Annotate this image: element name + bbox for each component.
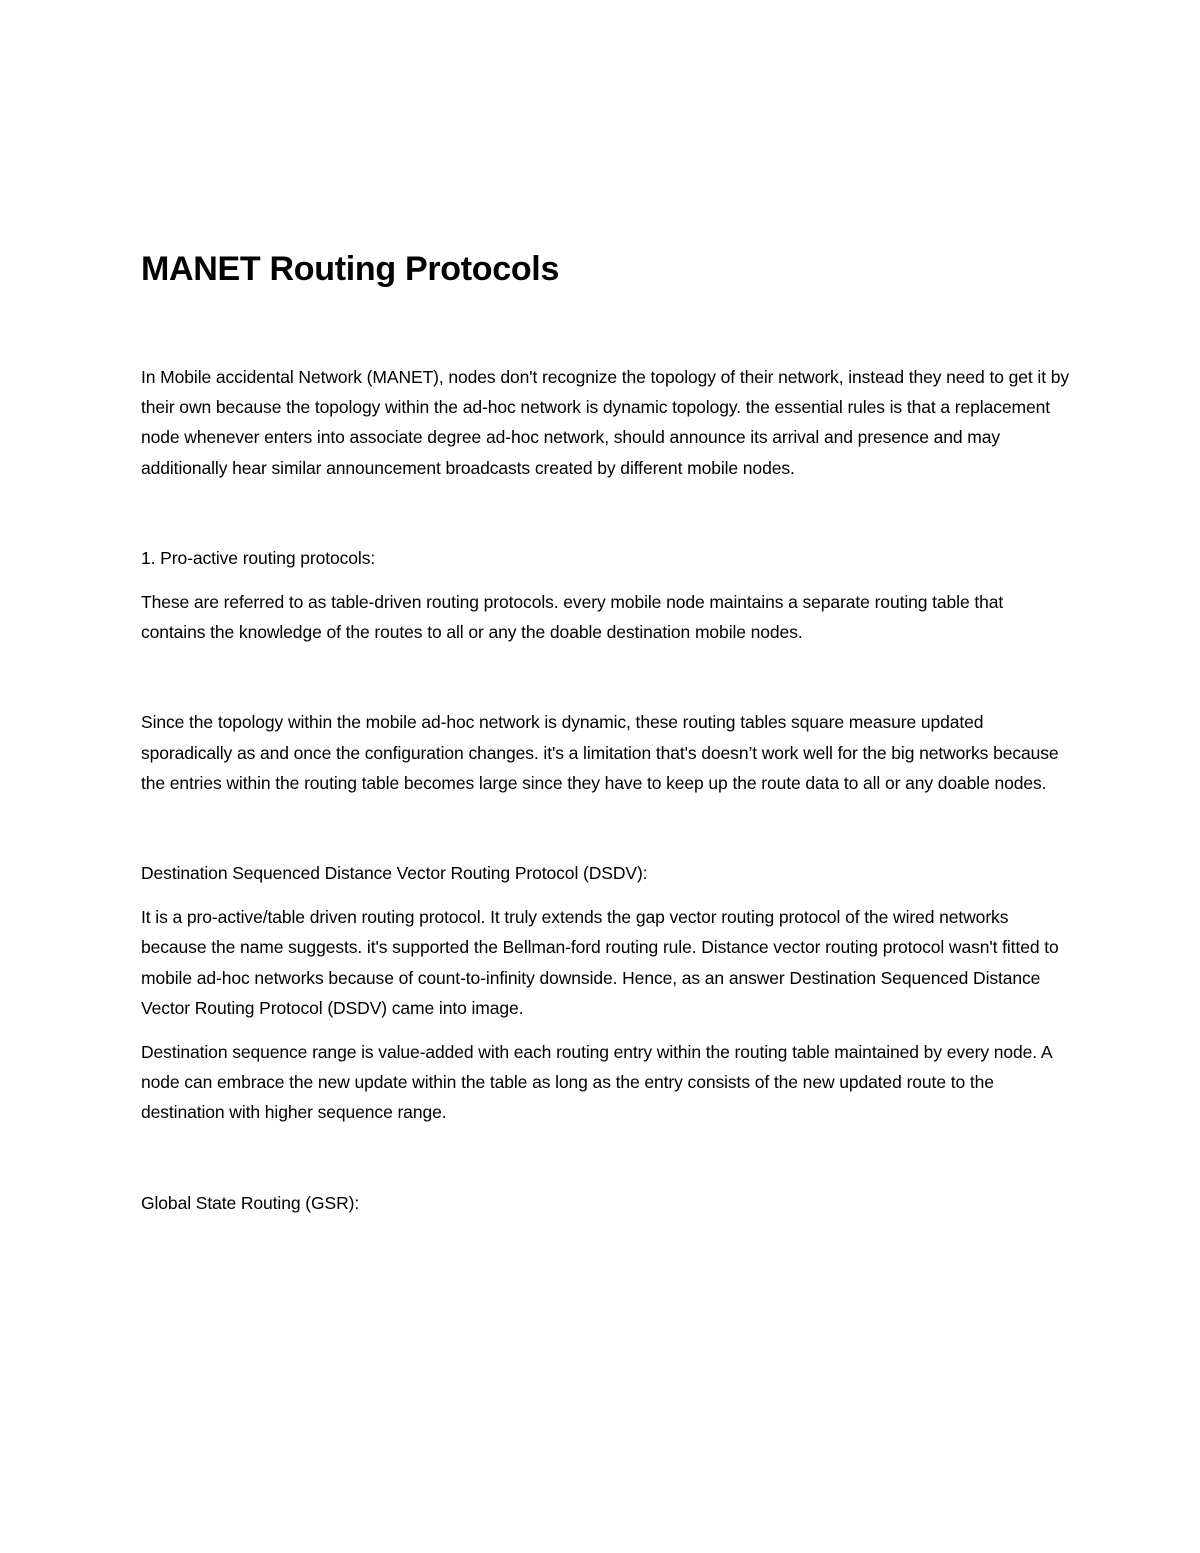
intro-paragraph: In Mobile accidental Network (MANET), nodes don't recognize the topology of their network, instead they need to get it by their own because the topology within the ad-hoc network is dynamic topology. the essential rules is that a replacement node whenever enters into associate degree ad-hoc network, should announce its arrival and presence and may additionally hear similar announcement broadcasts created by different mobile nodes.	[141, 367, 1069, 478]
section-heading-gsr: Global State Routing (GSR):	[141, 1192, 360, 1213]
section-heading-dsdv: Destination Sequenced Distance Vector Routing Protocol (DSDV):	[141, 863, 648, 884]
document-body	[141, 246, 1071, 1218]
proactive-paragraph-2: Since the topology within the mobile ad-hoc network is dynamic, these routing tables square measure updated sporadically as and once the configuration changes. it's a limitation that's doesn’t work well for the big networks because the entries within the routing table becomes large since they have to keep up the route data to all or any doable nodes.	[141, 712, 1059, 793]
dsdv-paragraph-1: It is a pro-active/table driven routing protocol. It truly extends the gap vector routing protocol of the wired networks because the name suggests. it's supported the Bellman-ford routing rule. Distance vector routing protocol wasn't fitted to mobile ad-hoc networks because of count-to-infinity downside. Hence, as an answer Destination Sequenced Distance Vector Routing Protocol (DSDV) came into image.	[141, 907, 1059, 1018]
dsdv-paragraph-2: Destination sequence range is value-added with each routing entry within the routing table maintained by every node. A node can embrace the new update within the table as long as the entry consists of the new updated route to the destination with higher sequence range.	[141, 1042, 1052, 1123]
section-heading-proactive: 1. Pro-active routing protocols:	[141, 547, 376, 568]
document-title: MANET Routing Protocols	[141, 250, 560, 288]
proactive-paragraph-1: These are referred to as table-driven routing protocols. every mobile node maintains a separate routing table that contains the knowledge of the routes to all or any the doable destination mobile nodes.	[141, 592, 1004, 643]
